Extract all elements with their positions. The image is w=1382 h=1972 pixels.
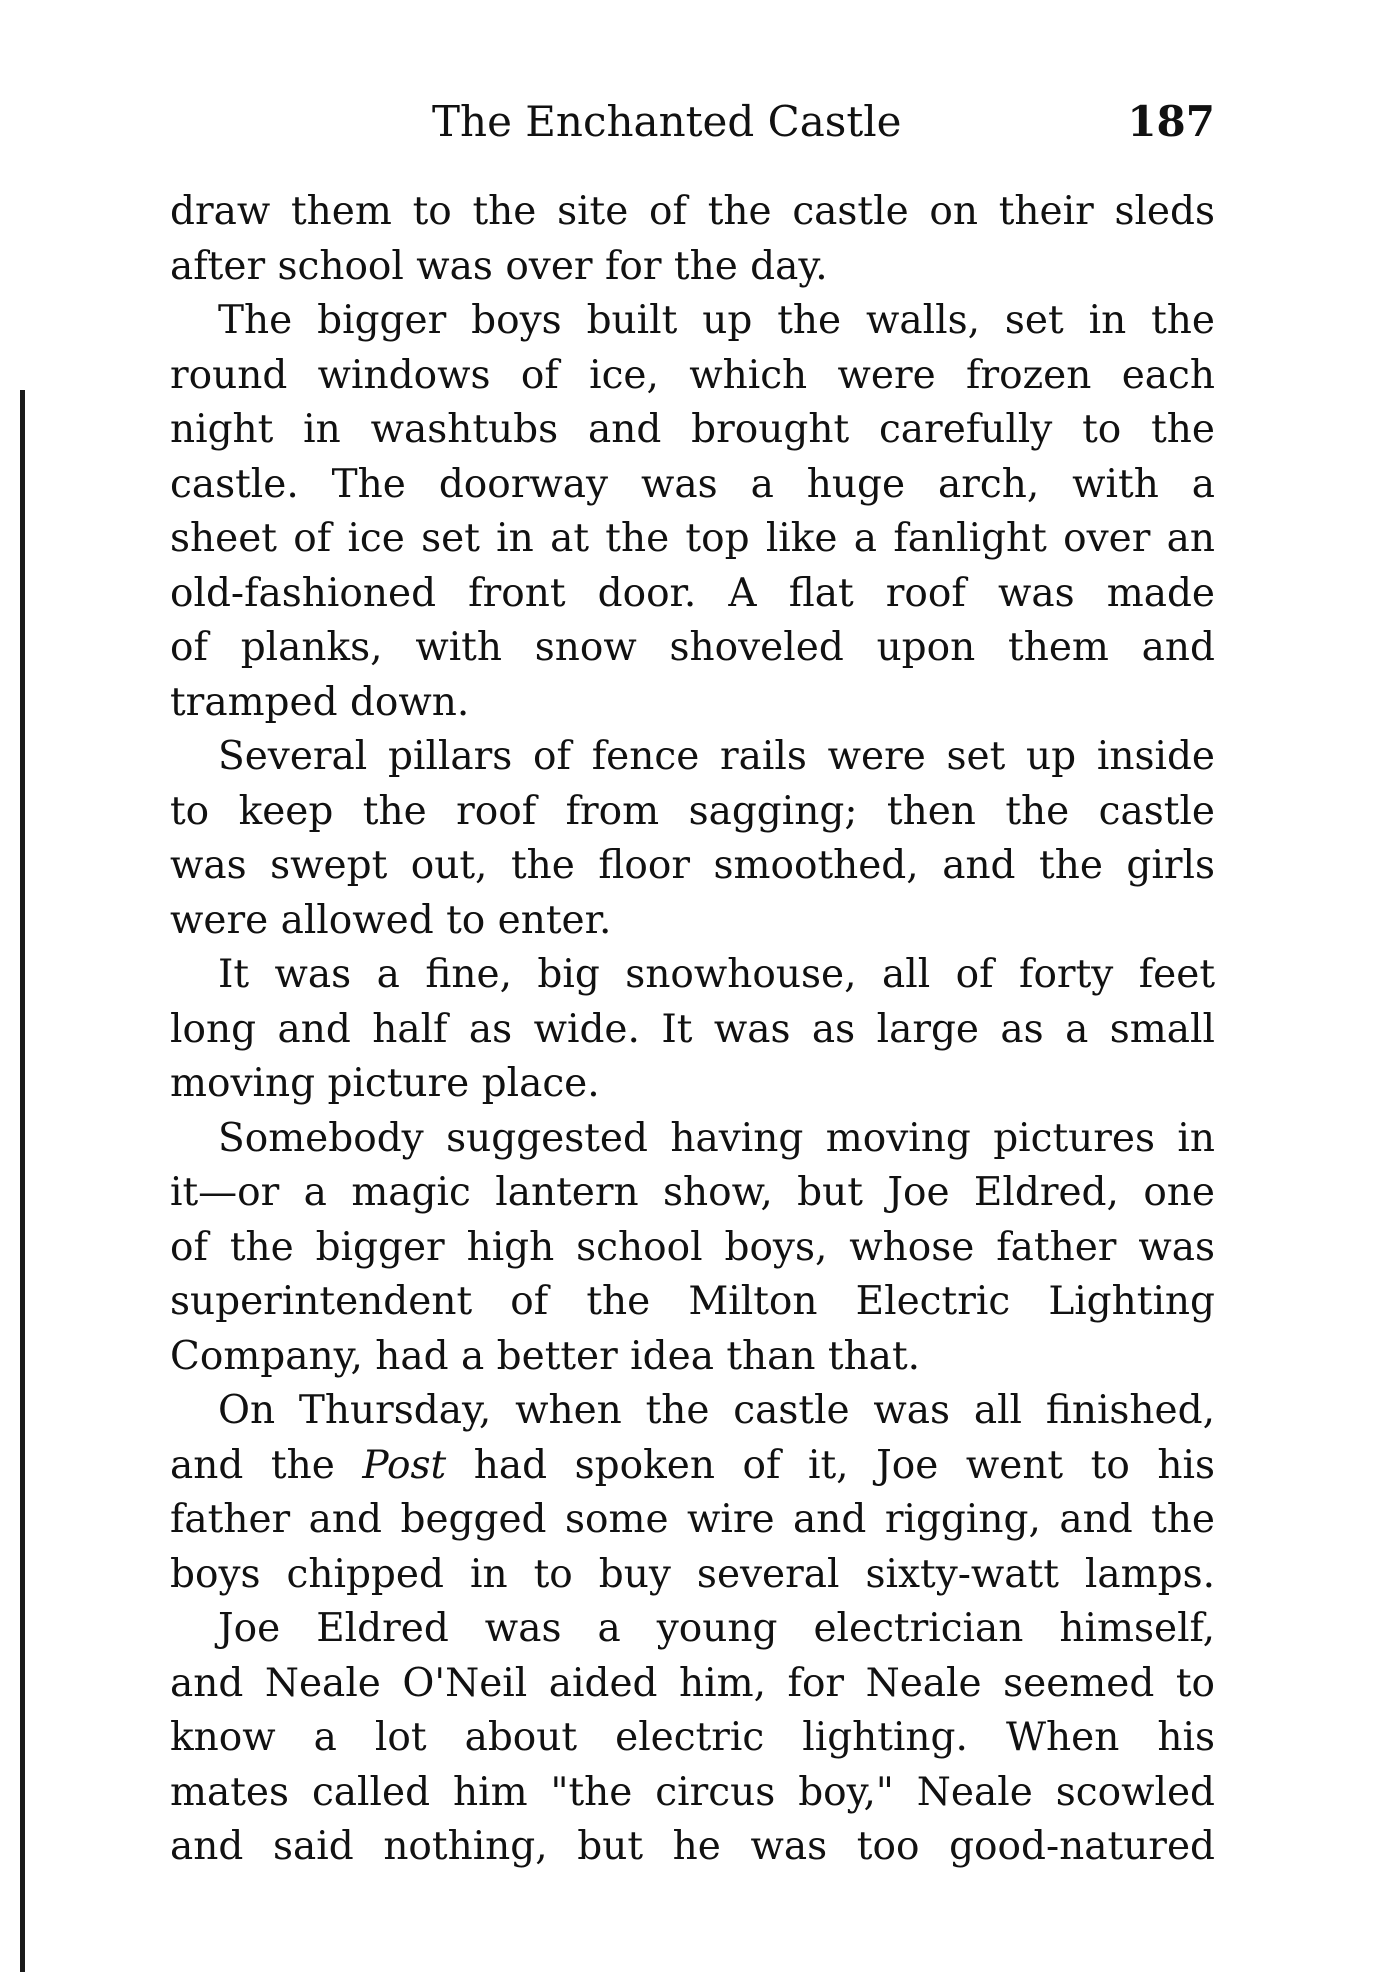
text-line: after school was over for the day. <box>170 243 828 289</box>
body-text <box>170 185 1215 1875</box>
italic-newspaper-name: Post <box>362 1442 447 1488</box>
text-line: of planks, with snow shoveled upon them and <box>170 625 1215 670</box>
text-line: was swept out, the floor smoothed, and the girls <box>170 843 1215 888</box>
text-line: boys chipped in to buy several sixty-watt lamps. <box>170 1551 1215 1597</box>
text-line: long and half as wide. It was as large as a small <box>170 1006 1215 1052</box>
text-segment: and the <box>170 1442 363 1488</box>
text-line: night in washtubs and brought carefully to the <box>170 407 1215 452</box>
text-line: It was a fine, big snowhouse, all of forty feet <box>218 952 1215 997</box>
text-line: On Thursday, when the castle was all finished, <box>218 1388 1215 1433</box>
text-line: were allowed to enter. <box>170 897 612 943</box>
text-line: know a lot about electric lighting. When his <box>170 1715 1215 1760</box>
text-line: and Neale O'Neil aided him, for Neale seemed to <box>170 1660 1215 1706</box>
page-header <box>170 92 1215 152</box>
page-number: 187 <box>1127 97 1215 146</box>
text-line: old-fashioned front door. A flat roof was made <box>170 570 1215 616</box>
text-line: tramped down. <box>170 679 470 725</box>
text-line: draw them to the site of the castle on their sleds <box>170 189 1215 234</box>
text-line: Company, had a better idea than that. <box>170 1333 921 1379</box>
text-line: castle. The doorway was a huge arch, with a <box>170 461 1215 507</box>
page-edge-shadow <box>20 390 25 1972</box>
text-line: The bigger boys built up the walls, set in the <box>218 298 1215 343</box>
text-line: superintendent of the Milton Electric Lighting <box>170 1279 1215 1324</box>
text-line: sheet of ice set in at the top like a fanlight over an <box>170 516 1215 561</box>
running-title: The Enchanted Castle <box>432 97 902 146</box>
text-line: and said nothing, but he was too good-natured <box>170 1824 1215 1869</box>
text-line: mates called him "the circus boy," Neale scowled <box>170 1769 1215 1815</box>
text-line: it—or a magic lantern show, but Joe Eldred, one <box>170 1170 1215 1215</box>
text-line: Several pillars of fence rails were set up inside <box>218 734 1215 779</box>
text-line: of the bigger high school boys, whose father was <box>170 1224 1215 1270</box>
text-line: Joe Eldred was a young electrician himself, <box>218 1606 1215 1651</box>
text-line: round windows of ice, which were frozen each <box>170 352 1215 398</box>
text-line: Somebody suggested having moving pictures in <box>218 1115 1215 1161</box>
text-line: moving picture place. <box>170 1061 600 1106</box>
text-segment: had spoken of it, Joe went to his <box>446 1442 1215 1488</box>
text-line: to keep the roof from sagging; then the castle <box>170 788 1215 834</box>
text-line-with-italic <box>170 1439 1215 1494</box>
text-line: father and begged some wire and rigging, and the <box>170 1497 1215 1542</box>
